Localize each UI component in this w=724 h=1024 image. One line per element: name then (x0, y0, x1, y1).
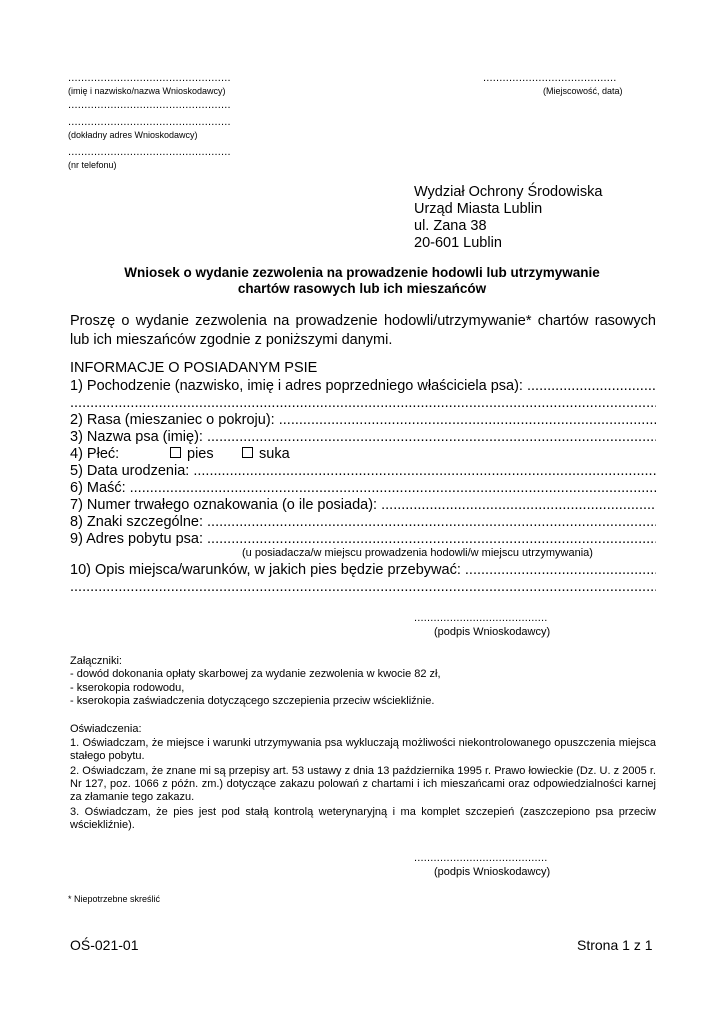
address-dots-2: .................................................. (68, 116, 231, 128)
signature-caption-2: (podpis Wnioskodawcy) (434, 866, 551, 878)
field-breed[interactable] (70, 412, 656, 429)
field-features[interactable] (70, 514, 656, 531)
phone-caption: (nr telefonu) (68, 160, 117, 170)
place-date-caption: (Miejscowość, data) (543, 86, 623, 96)
field-origin[interactable] (70, 378, 656, 395)
field-residence-label: 9) Adres pobytu psa: (70, 531, 208, 547)
checkbox-male-icon[interactable] (170, 447, 181, 458)
field-conditions[interactable] (70, 562, 656, 579)
field-birth-date-label: 5) Data urodzenia: (70, 463, 194, 479)
intro-paragraph: Proszę o wydanie zezwolenia na prowadzenie hodowli/utrzymywanie* chartów rasowych lub ich mieszańców zgodnie z poniższymi danymi. (70, 313, 656, 348)
field-residence[interactable] (70, 531, 656, 548)
field-conditions-dots-2 (70, 579, 656, 596)
field-conditions-continued[interactable] (70, 579, 656, 596)
field-mark-number[interactable] (70, 497, 656, 514)
field-mark-number-label: 7) Numer trwałego oznakowania (o ile posiada): (70, 497, 382, 513)
field-color[interactable] (70, 480, 656, 497)
place-date-dots: ......................................... (483, 72, 617, 84)
signature-caption-1: (podpis Wnioskodawcy) (434, 626, 551, 638)
field-conditions-dots (465, 562, 656, 579)
sex-option-female[interactable] (242, 446, 290, 463)
recipient-line-4: 20-601 Lublin (414, 235, 502, 251)
field-dog-name[interactable] (70, 429, 656, 446)
field-origin-dots (527, 378, 656, 395)
section-heading: INFORMACJE O POSIADANYM PSIE (70, 360, 318, 376)
residence-caption: (u posiadacza/w miejscu prowadzenia hodowli/w miejscu utrzymywania) (242, 547, 593, 559)
checkbox-female-icon[interactable] (242, 447, 253, 458)
field-dog-name-label: 3) Nazwa psa (imię): (70, 429, 207, 445)
recipient-line-2: Urząd Miasta Lublin (414, 201, 543, 217)
field-birth-date-dots (193, 463, 656, 480)
footnote: * Niepotrzebne skreślić (68, 894, 161, 904)
field-sex-label: 4) Płeć: (70, 446, 120, 462)
field-sex (70, 446, 119, 463)
field-mark-number-dots (381, 497, 656, 514)
field-conditions-label: 10) Opis miejsca/warunków, w jakich pies będzie przebywać: (70, 562, 465, 578)
declaration-item: 2. Oświadczam, że znane mi są przepisy art. 53 ustawy z dnia 13 października 1995 r. Prawo łowieckie (Dz. U. z 2005 r. Nr 127, poz. 1066 z późn. zm.) dotyczące zakazu polowań z chartami i ich mieszańcami oraz odpowiedzialności karnej za złamanie tego zakazu. (70, 765, 656, 803)
phone-dots: .................................................. (68, 146, 231, 158)
form-code: OŚ-021-01 (70, 937, 139, 953)
field-breed-dots (279, 412, 656, 429)
address-dots-1: .................................................. (68, 99, 231, 111)
address-caption: (dokładny adres Wnioskodawcy) (68, 130, 198, 140)
field-origin-continued[interactable] (70, 395, 656, 412)
recipient-line-1: Wydział Ochrony Środowiska (414, 184, 603, 200)
declaration-item: 3. Oświadczam, że pies jest pod stałą kontrolą weterynaryjną i ma komplet szczepień (zaszczepiono psa przeciw wściekliźnie). (70, 806, 656, 831)
field-breed-label: 2) Rasa (mieszaniec o pokroju): (70, 412, 279, 428)
sex-option-female-label: suka (259, 446, 290, 462)
recipient-line-3: ul. Zana 38 (414, 218, 487, 234)
field-origin-dots-2 (70, 395, 656, 412)
field-birth-date[interactable] (70, 463, 656, 480)
signature-dots-2: ......................................... (414, 852, 548, 864)
applicant-name-dots: .................................................. (68, 72, 231, 84)
page-number: Strona 1 z 1 (577, 937, 653, 953)
field-dog-name-dots (207, 429, 656, 446)
document-title (60, 265, 664, 297)
applicant-name-caption: (imię i nazwisko/nazwa Wnioskodawcy) (68, 86, 226, 96)
attachments-heading: Załączniki: (70, 655, 122, 667)
attachment-item: - dowód dokonania opłaty skarbowej za wydanie zezwolenia w kwocie 82 zł, (70, 668, 441, 680)
sex-option-male[interactable] (170, 446, 214, 463)
field-features-dots (207, 514, 656, 531)
field-residence-dots (207, 531, 656, 548)
title-line-1: Wniosek o wydanie zezwolenia na prowadzenie hodowli lub utrzymywanie (124, 265, 600, 280)
field-origin-label: 1) Pochodzenie (nazwisko, imię i adres poprzedniego właściciela psa): (70, 378, 527, 394)
attachment-item: - kserokopia zaświadczenia dotyczącego szczepienia przeciw wściekliźnie. (70, 695, 435, 707)
title-line-2: chartów rasowych lub ich mieszańców (237, 281, 487, 296)
field-features-label: 8) Znaki szczególne: (70, 514, 208, 530)
field-color-label: 6) Maść: (70, 480, 130, 496)
attachment-item: - kserokopia rodowodu, (70, 682, 185, 694)
declaration-item: 1. Oświadczam, że miejsce i warunki utrzymywania psa wykluczają możliwości niekontrolowanego opuszczenia miejsca stałego pobytu. (70, 737, 656, 762)
declarations-heading: Oświadczenia: (70, 723, 142, 735)
signature-dots-1: ......................................... (414, 612, 548, 624)
field-color-dots (130, 480, 656, 497)
sex-option-male-label: pies (187, 446, 214, 462)
